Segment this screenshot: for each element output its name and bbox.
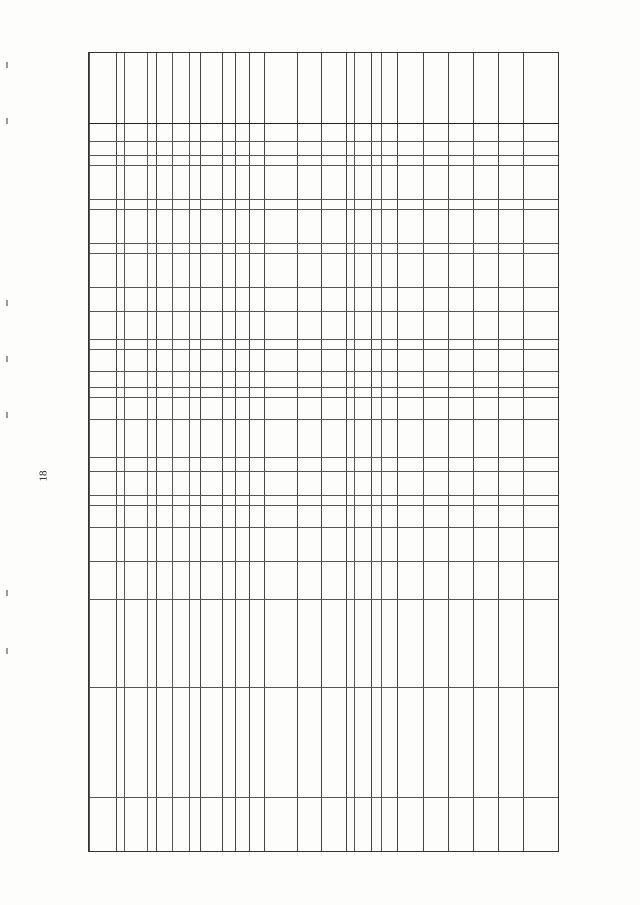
header-band-line: [124, 53, 125, 852]
table-row-divider: [89, 253, 558, 254]
header-band-line: [381, 53, 382, 852]
table-row-divider: [89, 123, 558, 124]
header-band-line: [189, 53, 190, 852]
table-col-divider: [297, 53, 298, 851]
table-col-divider: [397, 53, 398, 851]
scan-artifact: [6, 412, 8, 418]
table-col-divider: [448, 53, 449, 851]
table-col-divider: [116, 53, 117, 851]
header-band-line: [354, 53, 355, 852]
scan-artifact: [6, 62, 8, 68]
scan-artifact: [6, 648, 8, 654]
header-band-line: [172, 53, 173, 852]
table-row-divider: [89, 371, 558, 372]
table-row-divider: [89, 349, 558, 350]
table-col-divider: [156, 53, 157, 851]
table-row-divider: [89, 209, 558, 210]
data-table: [88, 52, 559, 852]
table-col-divider: [473, 53, 474, 851]
table-row-divider: [89, 311, 558, 312]
table-col-divider: [346, 53, 347, 851]
table-row-divider: [89, 797, 558, 798]
table-col-divider: [249, 53, 250, 851]
header-band-line: [147, 53, 148, 852]
table-row-divider: [89, 165, 558, 166]
table-row-divider: [89, 397, 558, 398]
table-row-divider: [89, 199, 558, 200]
scan-artifact: [6, 356, 8, 362]
table-row-divider: [89, 561, 558, 562]
scan-artifact: [6, 590, 8, 596]
table-col-divider: [235, 53, 236, 851]
table-row-divider: [89, 339, 558, 340]
table-col-divider: [423, 53, 424, 851]
table-col-divider: [200, 53, 201, 851]
table-col-divider: [523, 53, 524, 851]
table-row-divider: [89, 687, 558, 688]
table-col-divider: [222, 53, 223, 851]
scan-artifact: [6, 300, 8, 306]
table-row-divider: [89, 527, 558, 528]
table-row-divider: [89, 471, 558, 472]
table-row-divider: [89, 505, 558, 506]
table-col-divider: [321, 53, 322, 851]
table-col-divider: [264, 53, 265, 851]
table-row-divider: [89, 387, 558, 388]
table-col-divider: [371, 53, 372, 851]
table-row-divider: [89, 457, 558, 458]
table-row-divider: [89, 155, 558, 156]
table-row-divider: [89, 287, 558, 288]
scan-artifact: [6, 118, 8, 124]
table-row-divider: [89, 243, 558, 244]
table-row-divider: [89, 419, 558, 420]
table-row-divider: [89, 599, 558, 600]
page-number: 18: [37, 470, 50, 482]
table-col-divider: [498, 53, 499, 851]
table-row-divider: [89, 141, 558, 142]
header-band-line: [89, 53, 90, 852]
table-row-divider: [89, 495, 558, 496]
